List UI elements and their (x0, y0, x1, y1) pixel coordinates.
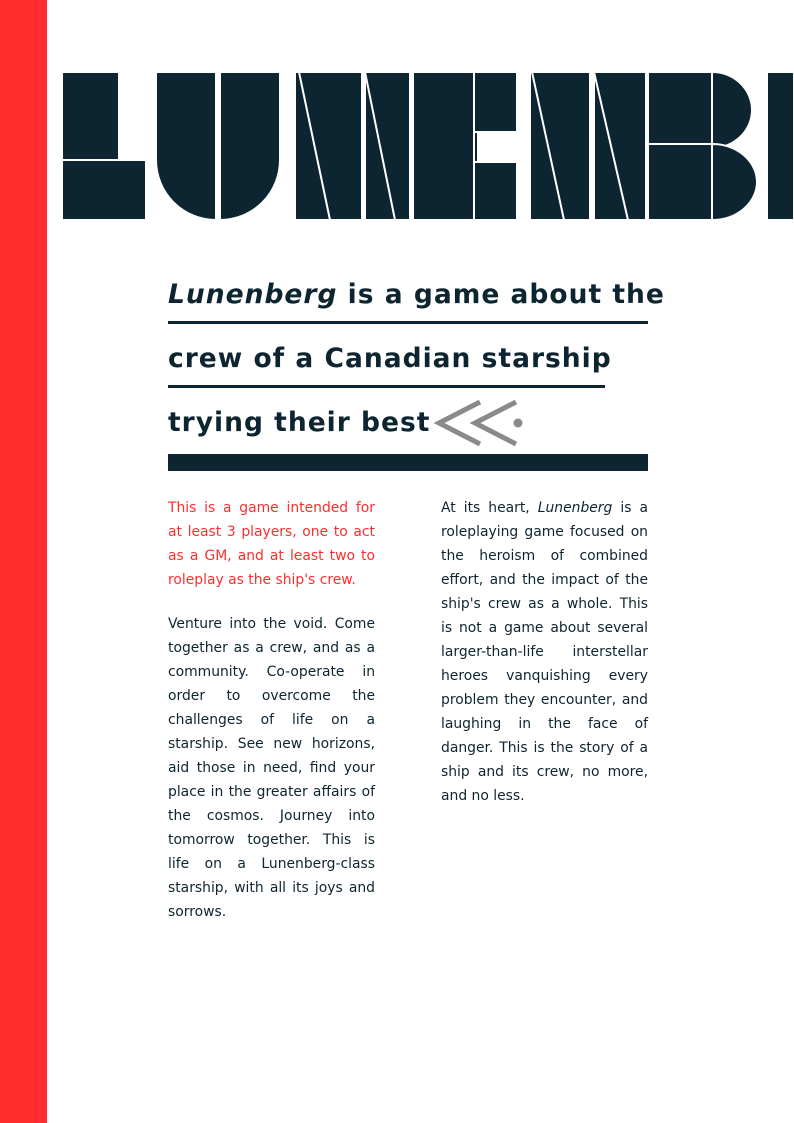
headline-line-1 (168, 270, 665, 320)
side-accent-bar (0, 0, 47, 1123)
body-paragraph-right (441, 496, 648, 808)
headline-rule-2 (168, 385, 605, 388)
headline-line-2: crew of a Canadian starship (168, 343, 612, 374)
right-lead: At its heart, (441, 500, 538, 516)
headline (168, 270, 665, 448)
headline-rule-1 (168, 321, 648, 324)
headline-line-3: trying their best (168, 407, 431, 438)
body-paragraph-left: Venture into the void. Come together as a crew, and as a community. Co-operate in order to overcome the challenges of life on a starship. See new horizons, aid those in need, find your place in the greater affairs of the cosmos. Journey into tomorrow together. This is life on a Lunenberg-class starship, with all its joys and sorrows. (168, 616, 375, 920)
headline-rule-3 (168, 454, 648, 471)
headline-game-name: Lunenberg (168, 279, 338, 310)
title-wordmark (62, 72, 794, 222)
right-rest: is a roleplaying game focused on the heroism of combined effort, and the impact of the ship's crew as a whole. This is not a game about several larger-than-life interstellar heroes vanquishing every problem they encounter, and laughing in the face of danger. This is the story of a ship and its crew, no more, and no less. (441, 500, 648, 804)
right-column (441, 496, 648, 808)
double-chevron-left-icon (432, 397, 524, 453)
intro-paragraph: This is a game intended for at least 3 players, one to act as a GM, and at least two to roleplay as the ship's crew. (168, 500, 375, 588)
right-game-name: Lunenberg (537, 500, 613, 516)
left-column (168, 496, 375, 924)
headline-line-1-rest: is a game about the (337, 279, 665, 310)
